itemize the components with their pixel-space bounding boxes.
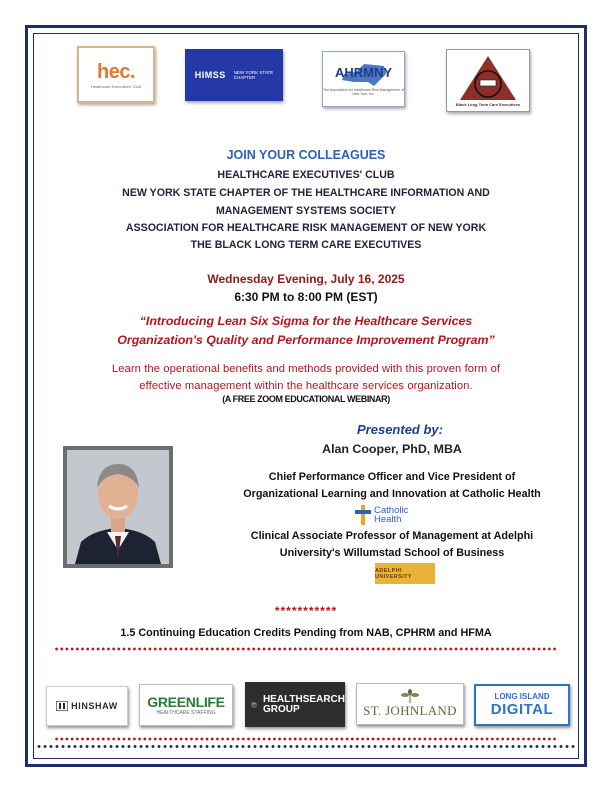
credits-text: 1.5 Continuing Education Credits Pending from NAB, CPHRM and HFMA — [120, 627, 492, 639]
long-island-digital-logo — [474, 684, 570, 726]
event-time: 6:30 PM to 8:00 PM (EST) — [234, 290, 378, 304]
stjohnland-logo — [356, 683, 464, 725]
hinshaw-logo — [46, 686, 128, 726]
li-logo-line-2: DIGITAL — [490, 701, 554, 718]
himss-logo-subtext — [234, 70, 274, 81]
presenter-role-2-line-1: Clinical Associate Professor of Management at Adelphi — [250, 530, 534, 542]
hec-logo-text: hec. — [96, 60, 136, 83]
li-logo-line-1: LONG ISLAND — [494, 692, 550, 701]
hec-logo — [77, 46, 155, 103]
ahrmny-logo — [322, 51, 405, 107]
bottom-dotted-border — [36, 743, 576, 750]
stjohnland-logo-text: ST. JOHNLAND — [363, 703, 457, 718]
event-title-line-2: Organization's Quality and Performance Improvement Program” — [117, 333, 495, 347]
catholic-health-logo — [355, 503, 437, 527]
leaf-sprig-icon — [395, 689, 425, 703]
healthsearch-logo — [245, 682, 345, 727]
presenter-photo — [63, 446, 173, 568]
greenlife-logo-text: GREENLIFE — [147, 694, 225, 710]
stars-row-bottom — [54, 736, 558, 742]
cross-icon — [355, 505, 371, 525]
healthsearch-line-1: HEALTHSEARCH — [262, 693, 345, 705]
triangle-emblem-icon — [458, 54, 518, 102]
himss-logo-text: HIMSS — [194, 70, 226, 80]
ahrmny-logo-subtext: The Association for Healthcare Risk Management of New York, Inc. — [323, 88, 404, 96]
ahrmny-logo-text: AHRMNY — [334, 65, 393, 80]
stars-row-top — [54, 646, 558, 652]
presenter-role-2-line-2: University's Willumstad School of Business — [279, 547, 505, 559]
himss-sub-line-2: CHAPTER — [233, 75, 256, 80]
org-line-1: HEALTHCARE EXECUTIVES' CLUB — [217, 169, 395, 181]
himss-sub-line-1: NEW YORK STATE — [233, 69, 274, 75]
event-date: Wednesday Evening, July 16, 2025 — [207, 272, 405, 286]
presented-by-label: Presented by: — [357, 422, 443, 437]
hinshaw-logo-text: HINSHAW — [71, 701, 118, 711]
org-line-5: THE BLACK LONG TERM CARE EXECUTIVES — [190, 239, 422, 251]
presenter-name: Alan Cooper, PhD, MBA — [322, 442, 462, 456]
greenlife-logo-subtext: HEALTHCARE STAFFING — [156, 710, 216, 716]
blte-logo-subtext: Black Long Term Care Executives — [455, 102, 521, 107]
org-line-3: MANAGEMENT SYSTEMS SOCIETY — [215, 205, 397, 217]
stars-divider: *********** — [274, 604, 338, 618]
catholic-logo-line-2: Health — [374, 514, 402, 525]
blte-logo — [446, 49, 530, 112]
healthsearch-line-2: GROUP — [262, 703, 300, 715]
cube-icon — [251, 690, 257, 720]
greenlife-logo — [139, 684, 233, 726]
hinshaw-mark-icon — [56, 701, 68, 711]
presenter-portrait-icon — [67, 450, 169, 564]
event-format: (A FREE ZOOM EDUCATIONAL WEBINAR) — [222, 394, 390, 404]
presenter-role-1-line-1: Chief Performance Officer and Vice President of — [268, 471, 516, 483]
event-title-line-1: “Introducing Lean Six Sigma for the Healthcare Services — [139, 314, 473, 328]
org-line-4: ASSOCIATION FOR HEALTHCARE RISK MANAGEMENT OF NEW YORK — [125, 222, 487, 234]
presenter-role-1-line-2: Organizational Learning and Innovation at Catholic Health — [243, 488, 541, 500]
hec-logo-subtext: Healthcare Executives' Club — [91, 83, 141, 89]
himss-logo — [185, 49, 283, 101]
org-line-2: NEW YORK STATE CHAPTER OF THE HEALTHCARE INFORMATION AND — [122, 187, 490, 199]
adelphi-logo — [375, 563, 435, 584]
event-description-line-2: effective management within the healthcare services organization. — [139, 380, 473, 392]
event-description-line-1: Learn the operational benefits and methods provided with this proven form of — [111, 363, 501, 375]
catholic-logo-line-1: Catholic — [374, 504, 409, 516]
adelphi-logo-text: ADELPHI UNIVERSITY — [375, 567, 413, 580]
join-heading: JOIN YOUR COLLEAGUES — [226, 148, 386, 162]
